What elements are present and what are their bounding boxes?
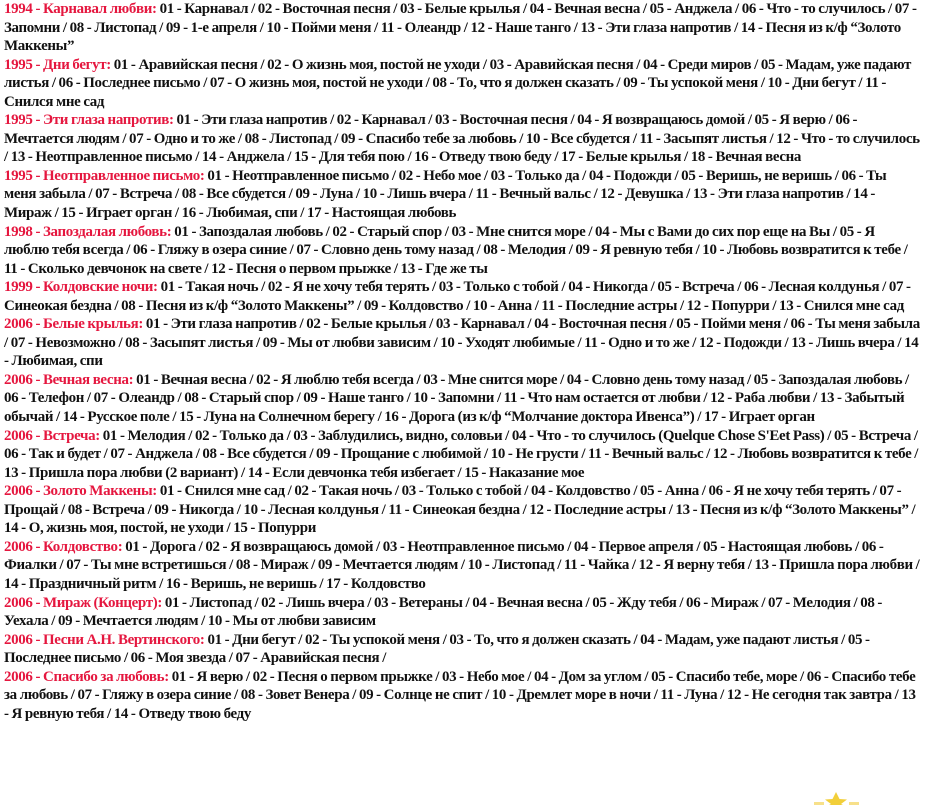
album-entry (4, 668, 920, 724)
track-list: 01 - Дни бегут / 02 - Ты успокой меня / 03 - То, что я должен сказать / 04 - Мадам, уже падают листья / 05 - Последнее письмо / 06 - Моя звезда / 07 - Аравийская песня / (4, 630, 870, 667)
track-list: 01 - Эти глаза напротив / 02 - Белые крылья / 03 - Карнавал / 04 - Восточная песня / 05 - Пойми меня / 06 - Ты меня забыла / 07 - Невозможно / 08 - Засыпят листья / 09 - Мы от любви зависим / 10 - Уходят любимые / 11 - Одно и то же / 12 - Подожди / 13 - Лишь вчера / 14 - Любимая, спи (4, 315, 920, 370)
album-entry (4, 427, 920, 483)
track-list: 01 - Аравийская песня / 02 - О жизнь моя, постой не уходи / 03 - Аравийская песня / 04 - Среди миров / 05 - Мадам, уже падают листья / 06 - Последнее письмо / 07 - О жизнь моя, постой не уходи / 08 - То, что я должен сказать / 09 - Ты успокой меня / 10 - Дни бегут / 11 - Снился мне сад (4, 55, 912, 110)
track-list: 01 - Вечная весна / 02 - Я люблю тебя всегда / 03 - Мне снится море / 04 - Словно день тому назад / 05 - Запоздалая любовь / 06 - Телефон / 07 - Олеандр / 08 - Старый спор / 09 - Наше танго / 10 - Запомни / 11 - Что нам остается от любви / 12 - Раба любви / 13 - Забытый обычай / 14 - Русское поле / 15 - Луна на Солнечном берегу / 16 - Дорога (из к/ф “Молчание доктора Ивенса”) / 17 - Играет орган (4, 370, 909, 426)
album-entry (4, 538, 920, 594)
track-list: 01 - Снился мне сад / 02 - Такая ночь / 03 - Только с тобой / 04 - Колдовство / 05 - Анна / 06 - Я не хочу тебя терять / 07 - Прощай / 08 - Встреча / 09 - Никогда / 10 - Лесная колдунья / 11 - Синеокая бездна / 12 - Последние астры / 13 - Песня из к/ф “Золото Маккены” / 14 - О, жизнь моя, постой, не уходи / 15 - Попурри (4, 482, 916, 537)
album-title: 2006 - Мираж (Концерт): (4, 593, 162, 611)
album-title: 1995 - Эти глаза напротив: (4, 111, 174, 129)
track-list: 01 - Такая ночь / 02 - Я не хочу тебя терять / 03 - Только с тобой / 04 - Никогда / 05 - Встреча / 06 - Лесная колдунья / 07 - Синеокая бездна / 08 - Песня из к/ф “Золото Маккены” / 09 - Колдовство / 10 - Анна / 11 - Последние астры / 12 - Попурри / 13 - Снился мне сад (4, 278, 911, 314)
album-title: 1995 - Неотправленное письмо: (4, 166, 205, 184)
track-list: 01 - Эти глаза напротив / 02 - Карнавал / 03 - Восточная песня / 04 - Я возвращаюсь домой / 05 - Я верю / 06 - Мечтается людям / 07 - Одно и то же / 08 - Листопад / 09 - Спасибо тебе за любовь / 10 - Все сбудется / 11 - Засыпят листья / 12 - Что - то случилось / 13 - Неотправленное письмо / 14 - Анджела / 15 - Для тебя пою / 16 - Отведу твою беду / 17 - Белые крылья / 18 - Вечная весна (4, 111, 920, 166)
album-title: 1994 - Карнавал любви: (4, 0, 157, 17)
track-list: 01 - Дорога / 02 - Я возвращаюсь домой / 03 - Неотправленное письмо / 04 - Первое апреля / 05 - Настоящая любовь / 06 - Фиалки / 07 - Ты мне встретишься / 08 - Мираж / 09 - Мечтается людям / 10 - Листопад / 11 - Чайка / 12 - Я верну тебя / 13 - Пришла пора любви / 14 - Праздничный ритм / 16 - Веришь, не веришь / 17 - Колдовство (4, 537, 920, 592)
album-title: 2006 - Колдовство: (4, 537, 123, 555)
album-title: 2006 - Белые крылья: (4, 315, 143, 333)
album-entry (4, 56, 920, 112)
album-title: 2006 - Вечная весна: (4, 370, 134, 388)
discography-list (4, 0, 920, 723)
track-list: 01 - Неотправленное письмо / 02 - Небо мое / 03 - Только да / 04 - Подожди / 05 - Веришь, не веришь / 06 - Ты меня забыла / 07 - Встреча / 08 - Все сбудется / 09 - Луна / 10 - Лишь вчера / 11 - Вечный вальс / 12 - Девушка / 13 - Эти глаза напротив / 14 - Мираж / 15 - Играет орган / 16 - Любимая, спи / 17 - Настоящая любовь (4, 166, 887, 222)
album-entry (4, 111, 920, 167)
album-title: 1995 - Дни бегут: (4, 55, 111, 73)
album-title: 1998 - Запоздалая любовь: (4, 222, 172, 240)
album-entry (4, 371, 920, 427)
album-entry (4, 594, 920, 631)
album-title: 2006 - Спасибо за любовь: (4, 667, 169, 685)
album-title: 2006 - Встреча: (4, 426, 100, 444)
album-title: 2006 - Песни А.Н. Вертинского: (4, 630, 205, 648)
album-entry (4, 223, 920, 279)
track-list: 01 - Карнавал / 02 - Восточная песня / 03 - Белые крылья / 04 - Вечная весна / 05 - Анджела / 06 - Что - то случилось / 07 - Запомни / 08 - Листопад / 09 - 1-е апреля / 10 - Пойми меня / 11 - Олеандр / 12 - Наше танго / 13 - Эти глаза напротив / 14 - Песня из к/ф “Золото Маккены” (4, 0, 917, 55)
album-title: 1999 - Колдовские ночи: (4, 278, 158, 296)
star-icon (806, 792, 866, 805)
album-entry (4, 631, 920, 668)
album-entry (4, 167, 920, 223)
album-title: 2006 - Золото Маккены: (4, 482, 157, 500)
track-list: 01 - Мелодия / 02 - Только да / 03 - Заблудились, видно, соловьи / 04 - Что - то случилось (Quelque Chose S'Eet Pass) / 05 - Встреча / 06 - Так и будет / 07 - Анджела / 08 - Все сбудется / 09 - Прощание с любимой / 10 - Не грусти / 11 - Вечный вальс / 12 - Любовь возвратится к тебе / 13 - Пришла пора любви (2 вариант) / 14 - Если девчонка тебя избегает / 15 - Наказание мое (4, 426, 919, 481)
track-list: 01 - Запоздалая любовь / 02 - Старый спор / 03 - Мне снится море / 04 - Мы с Вами до сих пор еще на Вы / 05 - Я люблю тебя всегда / 06 - Гляжу в озера синие / 07 - Словно день тому назад / 08 - Мелодия / 09 - Я ревную тебя / 10 - Любовь возвратится к тебе / 11 - Сколько девчонок на свете / 12 - Песня о первом прыжке / 13 - Где же ты (4, 222, 908, 277)
album-entry (4, 315, 920, 371)
album-entry (4, 482, 920, 538)
album-entry (4, 0, 920, 56)
track-list: 01 - Я верю / 02 - Песня о первом прыжке / 03 - Небо мое / 04 - Дом за углом / 05 - Спасибо тебе, море / 06 - Спасибо тебе за любовь / 07 - Гляжу в озера синие / 08 - Зовет Венера / 09 - Солнце не спит / 10 - Дремлет море в ночи / 11 - Луна / 12 - Не сегодня так завтра / 13 - Я ревную тебя / 14 - Отведу твою беду (4, 667, 916, 722)
album-entry (4, 278, 920, 315)
track-list: 01 - Листопад / 02 - Лишь вчера / 03 - Ветераны / 04 - Вечная весна / 05 - Жду тебя / 06 - Мираж / 07 - Мелодия / 08 - Уехала / 09 - Мечтается людям / 10 - Мы от любви зависим (4, 593, 883, 630)
